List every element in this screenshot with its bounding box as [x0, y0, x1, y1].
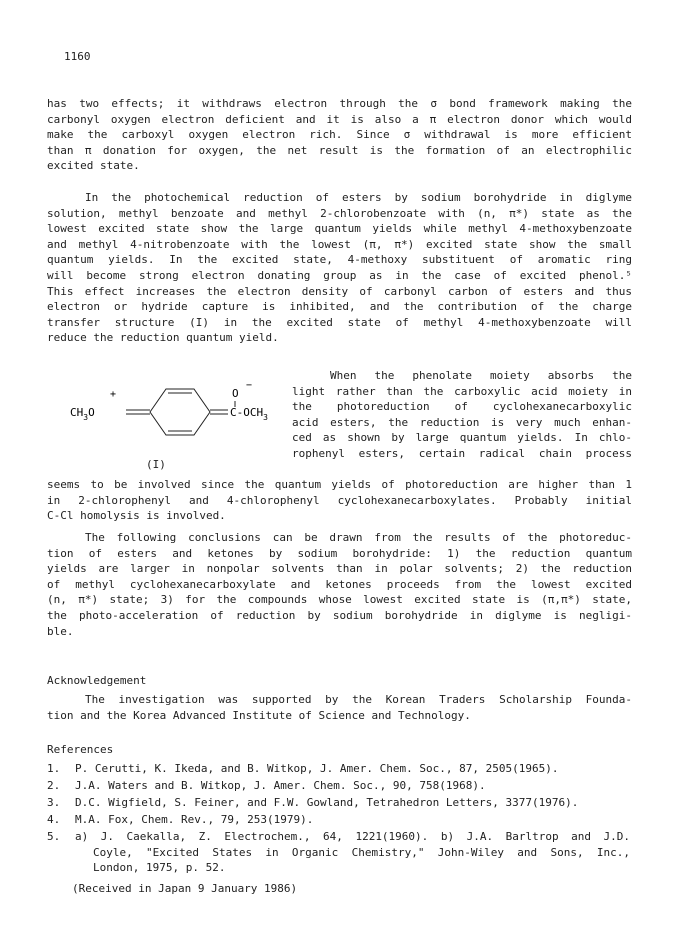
text-line: lowest excited state show the large quantum yields while methyl 4-methoxybenzoate [47, 222, 632, 236]
text-line: make the carboxyl oxygen electron rich. Since σ withdrawal is more efficient [47, 128, 632, 142]
text-line: quantum yields. In the excited state, 4-methoxy substituent of aromatic ring [47, 253, 632, 267]
paragraph-3-right [292, 368, 632, 462]
paragraph-3-full [47, 477, 632, 524]
text-line: solution, methyl benzoate and methyl 2-chlorobenzoate with (n, π*) state as the [47, 206, 632, 220]
text-line: has two effects; it withdraws electron through the σ bond framework making the [47, 97, 632, 110]
reference-text: J.A. Waters and B. Witkop, J. Amer. Chem. Soc., 90, 758(1968). [75, 779, 486, 792]
reference-number: 2. [47, 779, 61, 792]
page-number: 1160 [64, 50, 91, 63]
text-line: acid esters, the reduction is very much enhan- [292, 415, 632, 429]
reference-text: P. Cerutti, K. Ikeda, and B. Witkop, J. Amer. Chem. Soc., 87, 2505(1965). [75, 762, 559, 775]
text-line: and methyl 4-nitrobenzoate with the lowest (π, π*) excited state show the small [47, 237, 632, 251]
structure-plus: + [110, 389, 117, 400]
text-line: reduce the reduction quantum yield. [47, 331, 279, 345]
text-line: the photoreduction of cyclohexanecarboxylic [292, 400, 632, 414]
text-line: will become strong electron donating group as in the case of excited phenol.⁵ [47, 268, 632, 282]
text-line: (n, π*) state; 3) for the compounds whose lowest excited state is (π,π*) state, [47, 593, 632, 607]
reference-item [47, 795, 630, 811]
reference-text: M.A. Fox, Chem. Rev., 79, 253(1979). [75, 813, 314, 826]
text-line: light rather than the carboxylic acid moiety in [292, 384, 632, 398]
reference-item [47, 829, 630, 876]
text-line: seems to be involved since the quantum yields of photoreduction are higher than 1 [47, 478, 632, 491]
text-line: tion of esters and ketones by sodium borohydride: 1) the reduction quantum [47, 546, 632, 560]
reference-number: 5. [47, 830, 61, 843]
reference-item [47, 812, 630, 828]
text-line: When the phenolate moiety absorbs the [330, 369, 632, 382]
reference-text-block [75, 829, 630, 876]
text-line: The investigation was supported by the Korean Traders Scholarship Founda- [85, 693, 632, 706]
structure-diagram [70, 383, 310, 473]
text-line: transfer structure (I) in the excited state of methyl 4-methoxybenzoate will [47, 315, 632, 329]
references-heading: References [47, 743, 114, 756]
paragraph-2 [47, 190, 632, 346]
reference-item [47, 761, 630, 777]
reference-number: 3. [47, 796, 61, 809]
reference-text: London, 1975, p. 52. [93, 861, 226, 875]
text-line: yields are larger in nonpolar solvents than in polar solvents; 2) the reduction [47, 562, 632, 576]
structure-minus: − [246, 383, 253, 391]
reference-number: 4. [47, 813, 61, 826]
text-line: rophenyl esters, certain radical chain process [292, 446, 632, 460]
text-line: excited state. [47, 159, 140, 173]
structure-top-oxygen: O [232, 387, 239, 400]
structure-label: (I) [146, 458, 166, 471]
text-line: tion and the Korea Advanced Institute of Science and Technology. [47, 708, 471, 722]
structure-right-group: $C-OCH_3$ [230, 406, 268, 422]
acknowledgement-text [47, 692, 632, 723]
reference-text: Coyle, "Excited States in Organic Chemistry," John-Wiley and Sons, Inc., [93, 845, 630, 859]
structure-left-group: $CH_3O$ [70, 406, 95, 422]
text-line: ced as shown by large quantum yields. In chlo- [292, 431, 632, 445]
received-date: (Received in Japan 9 January 1986) [72, 882, 298, 895]
text-line: The following conclusions can be drawn from the results of the photoreduc- [85, 531, 632, 544]
text-line: in 2-chlorophenyl and 4-chlorophenyl cyclohexanecarboxylates. Probably initial [47, 493, 632, 507]
text-line: electron or hydride capture is inhibited, and the contribution of the charge [47, 300, 632, 314]
benzene-ring [150, 389, 210, 435]
text-line: of methyl cyclohexanecarboxylate and ketones proceeds from the lowest excited [47, 577, 632, 591]
reference-text: D.C. Wigfield, S. Feiner, and F.W. Gowland, Tetrahedron Letters, 3377(1976). [75, 796, 579, 809]
text-line: C-Cl homolysis is involved. [47, 509, 226, 523]
text-line: the photo-acceleration of reduction by sodium borohydride in diglyme is negligi- [47, 608, 632, 622]
reference-number: 1. [47, 762, 61, 775]
acknowledgement-heading: Acknowledgement [47, 674, 147, 687]
text-line: In the photochemical reduction of esters by sodium borohydride in diglyme [85, 191, 632, 204]
paragraph-4 [47, 530, 632, 639]
text-line: than π donation for oxygen, the net result is the formation of an electrophilic [47, 143, 632, 157]
reference-item [47, 778, 630, 794]
reference-text: a) J. Caekalla, Z. Electrochem., 64, 1221(1960). b) J.A. Barltrop and J.D. [75, 830, 630, 843]
text-line: ble. [47, 624, 74, 638]
paragraph-1 [47, 96, 632, 174]
text-line: This effect increases the electron density of carbonyl carbon of esters and thus [47, 284, 632, 298]
text-line: carbonyl oxygen electron deficient and it is also a π electron donor which would [47, 112, 632, 126]
